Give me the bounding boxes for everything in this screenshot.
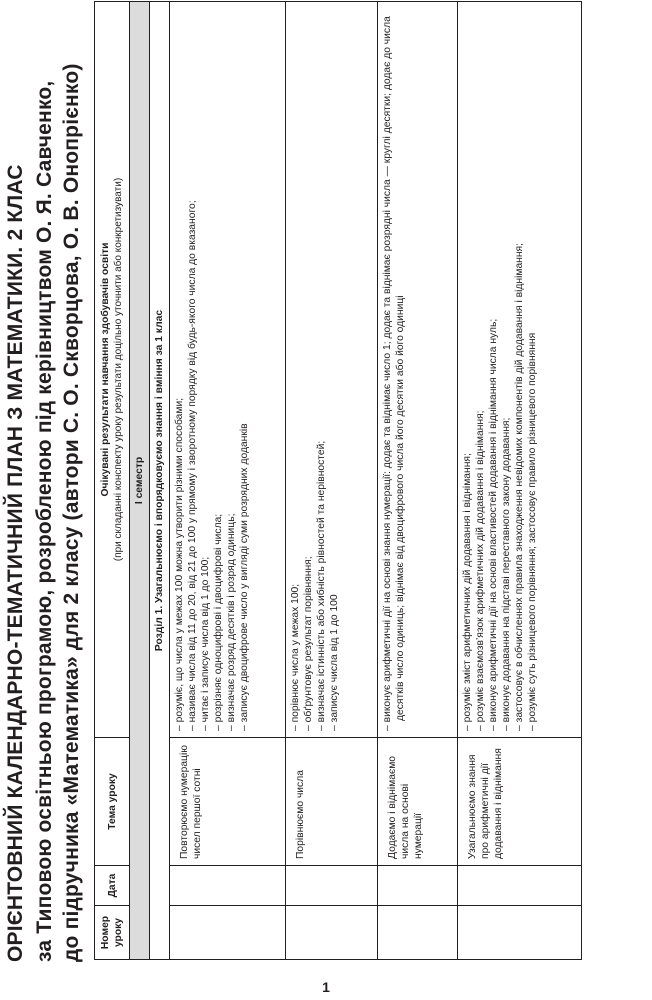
lesson-number-cell: [378, 906, 458, 960]
header-topic: Тема уроку: [95, 738, 130, 866]
result-item: – визначає розряд десятків і розряд одиниць;: [225, 8, 238, 731]
plan-subtitle-textbook: до підручника «Математика» для 2 класу (автори С. О. Скворцова, О. В. Онопрієнко): [60, 63, 83, 962]
table-row: [378, 2, 458, 960]
lesson-number-cell: [170, 906, 286, 960]
lesson-number-cell: [286, 906, 378, 960]
result-item: – розрізняє одноцифрові і двоцифрові числа;: [212, 8, 225, 731]
table-row: [170, 2, 286, 960]
table-header-row: [95, 2, 130, 960]
result-item: – виконує арифметичні дії на основі властивостей додавання і віднімання числа нуль;: [487, 8, 500, 731]
lesson-number-cell: [458, 906, 582, 960]
lesson-date-cell: [378, 866, 458, 906]
results-list: [289, 8, 341, 731]
table-row: [286, 2, 378, 960]
result-item: – розуміє, що числа у межах 100 можна утворити різними способами;: [173, 8, 186, 731]
lesson-results-cell: [458, 2, 582, 738]
lesson-topic-cell: Повторюємо нумерацію чисел першої сотні: [170, 738, 286, 866]
result-item: – записує двоцифрове число у вигляді суми розрядних доданків: [238, 8, 251, 731]
lesson-results-cell: [170, 2, 286, 738]
lesson-date-cell: [458, 866, 582, 906]
section-title: Розділ 1. Узагальнюємо і впорядковуємо знання і вміння за 1 клас: [150, 2, 170, 960]
lesson-date-cell: [170, 866, 286, 906]
plan-subtitle-program: за Типовою освітньою програмою, розробленою під керівництвом О. Я. Савченко,: [33, 80, 56, 962]
result-item: – розуміє зміст арифметичних дій додавання і віднімання;: [461, 8, 474, 731]
result-item: – називає числа від 11 до 20, від 21 до 100 у прямому і зворотному порядку від будь-якого числа до вказаного;: [186, 8, 199, 731]
semester-label: І семестр: [130, 2, 150, 960]
plan-title: ОРІЄНТОВНИЙ КАЛЕНДАРНО-ТЕМАТИЧНИЙ ПЛАН З МАТЕМАТИКИ. 2 КЛАС: [4, 164, 27, 962]
calendar-plan-table: [94, 1, 582, 960]
table-row: [458, 2, 582, 960]
result-item: – обґрунтовує результат порівняння;: [302, 8, 315, 731]
result-item: – розуміє взаємозв’язок арифметичних дій додавання і віднімання;: [474, 8, 487, 731]
result-item: – розуміє суть різницевого порівняння; застосовує правило різницевого порівняння: [526, 8, 539, 731]
result-item: – застосовує в обчисленнях правила знаходження невідомих компонентів дій додавання і віднімання;: [513, 8, 526, 731]
header-expected-results: Очікувані результати навчання здобувачів освіти (при складанні конспекту уроку результати доцільно уточнити або конкретизувати): [95, 2, 130, 738]
results-list: [461, 8, 539, 731]
result-item: – виконує додавання на підставі переставного закону додавання;: [500, 8, 513, 731]
lesson-date-cell: [286, 866, 378, 906]
result-item: – виконує арифметичні дії на основі знання нумерації: додає та віднімає число 1; додає та віднімає розрядні числа — круглі десятки; додає до числа десятків число одиниць; віднімає від двоцифрового числа його десятки або його одиниці: [381, 8, 407, 731]
section-row: [150, 2, 170, 960]
lesson-topic-cell: Додаємо і віднімаємо числа на основі нумерації: [378, 738, 458, 866]
header-lesson-number: Номер уроку: [95, 906, 130, 960]
lesson-topic-cell: Порівнюємо числа: [286, 738, 378, 866]
lesson-results-cell: [286, 2, 378, 738]
result-item: – читає і записує числа від 1 до 100;: [199, 8, 212, 731]
lesson-topic-cell: Узагальнюємо знання про арифметичні дії додавання і віднімання: [458, 738, 582, 866]
semester-row: [130, 2, 150, 960]
result-item: – визначає істинність або хибність рівностей та нерівностей;: [315, 8, 328, 731]
result-item: – порівнює числа у межах 100;: [289, 8, 302, 731]
header-date: Дата: [95, 866, 130, 906]
results-list: [173, 8, 251, 731]
page-number: 1: [322, 979, 330, 995]
results-list: [381, 8, 407, 731]
result-item: – записує числа від 1 до 100: [328, 8, 341, 731]
lesson-results-cell: [378, 2, 458, 738]
